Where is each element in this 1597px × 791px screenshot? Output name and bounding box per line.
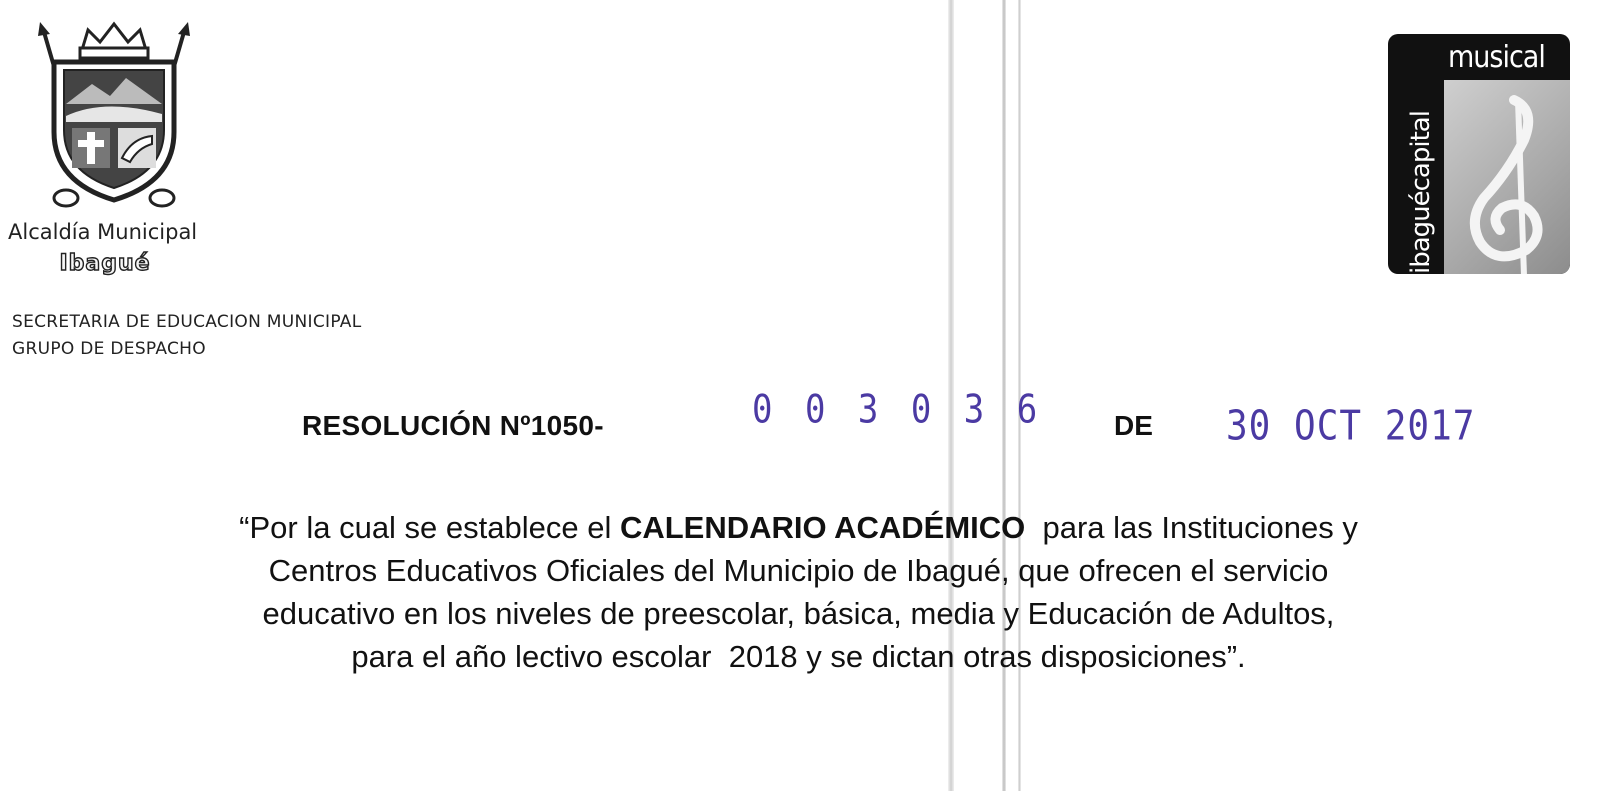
department-name: SECRETARIA DE EDUCACION MUNICIPAL	[12, 312, 362, 332]
treble-clef-icon	[1444, 80, 1570, 274]
resolution-title	[0, 506, 1597, 678]
musical-word: musical	[1448, 40, 1545, 75]
coat-of-arms-logo	[14, 12, 214, 212]
title-line1-rest: para las Instituciones y	[1025, 510, 1358, 545]
alcaldia-label: Alcaldía Municipal	[8, 220, 198, 244]
title-open-text: “Por la cual se establece el	[239, 510, 620, 545]
ibague-wordmark-logo: Ibagué	[59, 251, 151, 276]
department-subgroup: GRUPO DE DESPACHO	[12, 339, 206, 359]
title-line-2: Centros Educativos Oficiales del Municipio de Ibagué, que ofrecen el servicio	[268, 553, 1329, 588]
date-preposition-label: DE	[1114, 410, 1153, 441]
resolution-label: RESOLUCIÓN Nº1050-	[302, 410, 604, 441]
title-bold-calendar: CALENDARIO ACADÉMICO	[619, 510, 1026, 545]
title-line-3: educativo en los niveles de preescolar, básica, media y Educación de Adultos,	[262, 596, 1335, 631]
ibague-capital-vertical-word: ibaguécapital	[1406, 111, 1436, 274]
title-line-4: para el año lectivo escolar 2018 y se dictan otras disposiciones”.	[351, 639, 1246, 674]
title-line-1	[0, 506, 1597, 549]
ibague-capital-musical-logo	[1388, 34, 1570, 274]
stamped-date: 30 OCT 2017	[1226, 402, 1476, 451]
stamped-resolution-number: 0 0 3 0 3 6	[752, 387, 1044, 433]
